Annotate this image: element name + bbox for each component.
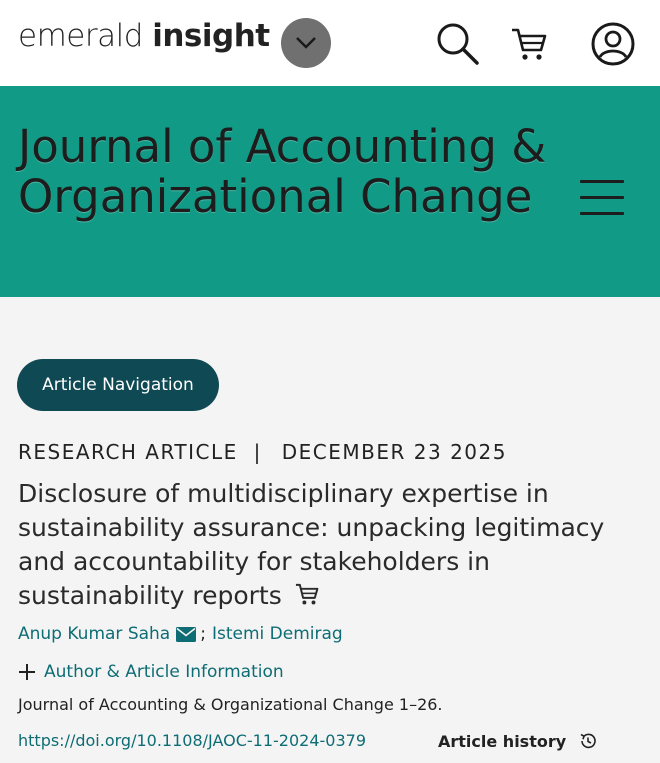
author-article-info-toggle[interactable] (18, 662, 284, 682)
top-bar (0, 0, 660, 86)
search-button[interactable] (434, 20, 482, 68)
doi-link[interactable]: https://doi.org/10.1108/JAOC-11-2024-0379 (18, 731, 366, 750)
article-title-text: Disclosure of multidisciplinary expertise in sustainability assurance: unpacking legitimacy and accountability for stakeholders in sustainability reports (18, 479, 605, 610)
article-title (18, 477, 628, 613)
hamburger-icon (580, 180, 624, 215)
author-link[interactable]: Istemi Demirag (211, 624, 343, 644)
history-icon (578, 731, 598, 751)
cart-button[interactable] (505, 20, 553, 68)
article-history-button[interactable] (438, 731, 598, 751)
brand-light: emerald (18, 18, 143, 54)
meta-separator: | (253, 440, 262, 464)
article-meta (18, 440, 507, 464)
article-navigation-button[interactable]: Article Navigation (17, 359, 219, 411)
authors-line (18, 624, 343, 644)
envelope-icon[interactable] (176, 627, 196, 642)
author-link[interactable]: Anup Kumar Saha (18, 624, 171, 644)
history-label: Article history (438, 731, 567, 751)
search-icon (435, 21, 481, 67)
brand-logo[interactable] (18, 18, 270, 54)
brand-bold: insight (152, 18, 270, 54)
account-button[interactable] (589, 20, 637, 68)
plus-icon (18, 663, 36, 681)
cart-icon (509, 24, 549, 64)
info-link-label: Author & Article Information (44, 662, 284, 682)
hamburger-menu-button[interactable] (580, 180, 624, 220)
article-date: DECEMBER 23 2025 (281, 440, 507, 464)
journal-banner (0, 86, 660, 297)
user-icon (590, 21, 636, 67)
chevron-down-icon (295, 36, 317, 50)
article-type: RESEARCH ARTICLE (18, 440, 238, 464)
author-separator: ; (200, 624, 206, 644)
citation-line: Journal of Accounting & Organizational Change 1–26. (18, 695, 443, 714)
site-dropdown-button[interactable] (281, 18, 331, 68)
journal-title[interactable]: Journal of Accounting & Organizational Change (18, 120, 547, 223)
cart-icon[interactable] (294, 581, 320, 607)
